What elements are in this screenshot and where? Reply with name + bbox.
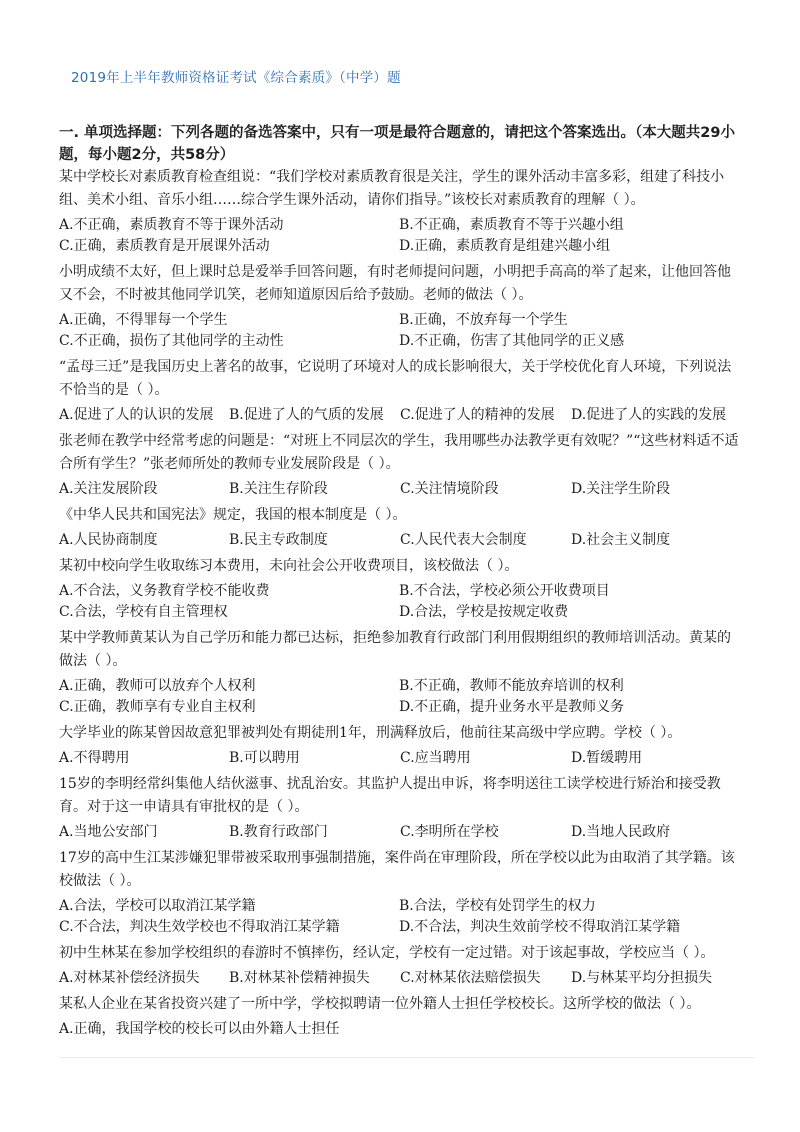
question-item (0, 993, 800, 1040)
option-group (59, 822, 749, 843)
question-item (0, 942, 800, 989)
option-d[interactable]: D.与林某平均分担损失 (571, 970, 713, 986)
option-a[interactable]: A.正确，教师可以放弃个人权利 (59, 678, 256, 694)
question-stem (0, 356, 740, 402)
option-group (59, 748, 749, 769)
option-c[interactable]: C.不合法，判决生效学校也不得取消江某学籍 (59, 919, 340, 935)
option-c[interactable]: C.正确，教师享有专业自主权利 (59, 699, 256, 715)
document-title: 2019年上半年教师资格证考试《综合素质》（中学）题 (71, 70, 401, 86)
question-stem (0, 504, 740, 527)
option-a[interactable]: A.不正确，素质教育不等于课外活动 (59, 217, 284, 233)
option-group (59, 581, 749, 623)
option-group (59, 1019, 749, 1040)
page-divider (59, 1057, 755, 1058)
option-c[interactable]: C.不正确，损伤了其他同学的主动性 (59, 333, 284, 349)
question-stem (0, 166, 740, 212)
question-item (0, 356, 800, 426)
question-text: 15岁的李明经常纠集他人结伙滋事、扰乱治安。其监护人提出申诉，将李明送往工读学校进行矫治和接受教育。对于这一申请具有审批权的是（ ）。 (59, 776, 721, 815)
option-d[interactable]: D.关注学生阶段 (571, 481, 671, 497)
option-group (59, 405, 749, 426)
question-text: “孟母三迁”是我国历史上著名的故事，它说明了环境对人的成长影响很大，关于学校优化育人环境，下列说法不恰当的是（ ）。 (59, 359, 732, 398)
option-c[interactable]: C.正确，素质教育是开展课外活动 (59, 238, 270, 254)
option-group (59, 310, 749, 352)
option-a[interactable]: A.不合法，义务教育学校不能收费 (59, 583, 270, 599)
option-d[interactable]: D.不合法，判决生效前学校不得取消江某学籍 (399, 919, 681, 935)
option-a[interactable]: A.当地公安部门 (59, 824, 158, 840)
option-c[interactable]: C.对林某依法赔偿损失 (400, 970, 541, 986)
option-c[interactable]: C.促进了人的精神的发展 (400, 407, 555, 423)
option-group (59, 676, 749, 718)
option-a[interactable]: A.正确，不得罪每一个学生 (59, 312, 228, 328)
option-group (59, 215, 749, 257)
question-stem (0, 722, 740, 745)
question-text: 小明成绩不太好，但上课时总是爱举手回答问题，有时老师提问问题，小明把手高高的举了起来，让他回答他又不会，不时被其他同学讥笑，老师知道原因后给予鼓励。老师的做法（ ）。 (59, 264, 731, 303)
section-heading: 一. 单项选择题：下列各题的备选答案中，只有一项是最符合题意的，请把这个答案选出。（本大题共29小题，每小题2分，共58分） (59, 125, 735, 163)
option-group (59, 530, 749, 551)
question-stem (0, 627, 740, 673)
question-stem (0, 555, 740, 578)
question-text: 某中学校长对素质教育检查组说：“我们学校对素质教育很是关注，学生的课外活动丰富多彩，组建了科技小组、美术小组、音乐小组……综合学生课外活动，请你们指导。”该校长对素质教育的理解（ ）。 (59, 169, 725, 208)
question-item (0, 722, 800, 769)
question-text: 大学毕业的陈某曾因故意犯罪被判处有期徒刑1年，刑满释放后，他前往某高级中学应聘。学校（ ）。 (59, 725, 682, 741)
question-stem (0, 993, 740, 1016)
option-a[interactable]: A.促进了人的认识的发展 (59, 407, 214, 423)
question-item (0, 504, 800, 551)
option-group (59, 896, 749, 938)
option-b[interactable]: B.教育行政部门 (229, 824, 328, 840)
question-stem (0, 773, 740, 819)
question-text: 17岁的高中生江某涉嫌犯罪带被采取刑事强制措施，案件尚在审理阶段，所在学校以此为由取消了其学籍。该校做法（ ）。 (59, 850, 735, 889)
option-c[interactable]: C.李明所在学校 (400, 824, 499, 840)
question-item (0, 847, 800, 938)
question-stem (0, 430, 740, 476)
option-b[interactable]: B.可以聘用 (229, 750, 300, 766)
option-a[interactable]: A.合法，学校可以取消江某学籍 (59, 898, 256, 914)
question-text: 某中学教师黄某认为自己学历和能力都已达标，拒绝参加教育行政部门利用假期组织的教师培训活动。黄某的做法（ ）。 (59, 630, 731, 669)
question-stem (0, 847, 740, 893)
question-item (0, 430, 800, 500)
question-text: 初中生林某在参加学校组织的春游时不慎摔伤，经认定，学校有一定过错。对于该起事故，学校应当（ ）。 (59, 945, 715, 961)
question-text: 某私人企业在某省投资兴建了一所中学，学校拟聘请一位外籍人士担任学校校长。这所学校的做法（ ）。 (59, 996, 701, 1012)
option-d[interactable]: D.正确，素质教育是组建兴趣小组 (399, 238, 611, 254)
option-c[interactable]: C.人民代表大会制度 (400, 532, 527, 548)
question-text: 《中华人民共和国宪法》规定，我国的根本制度是（ ）。 (59, 507, 407, 523)
option-d[interactable]: D.合法，学校是按规定收费 (399, 604, 569, 620)
question-list (0, 166, 800, 1044)
option-b[interactable]: B.不正确，教师不能放弃培训的权利 (399, 678, 624, 694)
question-item (0, 555, 800, 623)
option-b[interactable]: B.不合法，学校必须公开收费项目 (399, 583, 610, 599)
option-group (59, 968, 749, 989)
question-stem (0, 261, 740, 307)
option-d[interactable]: D.暂缓聘用 (571, 750, 643, 766)
option-d[interactable]: D.促进了人的实践的发展 (571, 407, 727, 423)
question-item (0, 773, 800, 843)
option-b[interactable]: B.不正确，素质教育不等于兴趣小组 (399, 217, 624, 233)
option-a[interactable]: A.关注发展阶段 (59, 481, 158, 497)
option-d[interactable]: D.不正确，提升业务水平是教师义务 (399, 699, 625, 715)
question-text: 张老师在教学中经常考虑的问题是：“对班上不同层次的学生，我用哪些办法教学更有效呢？”“这些材料适不适合所有学生？”张老师所处的教师专业发展阶段是（ ）。 (59, 433, 739, 472)
option-b[interactable]: B.关注生存阶段 (229, 481, 328, 497)
question-item (0, 627, 800, 718)
option-b[interactable]: B.促进了人的气质的发展 (229, 407, 384, 423)
question-item (0, 261, 800, 352)
option-d[interactable]: D.社会主义制度 (571, 532, 671, 548)
question-item (0, 166, 800, 257)
option-b[interactable]: B.对林某补偿精神损失 (229, 970, 370, 986)
option-d[interactable]: D.当地人民政府 (571, 824, 671, 840)
option-a[interactable]: A.人民协商制度 (59, 532, 158, 548)
option-b[interactable]: B.正确，不放弃每一个学生 (399, 312, 568, 328)
question-text: 某初中校向学生收取练习本费用，未向社会公开收费项目，该校做法（ ）。 (59, 558, 519, 574)
option-c[interactable]: C.应当聘用 (400, 750, 471, 766)
option-c[interactable]: C.合法，学校有自主管理权 (59, 604, 228, 620)
option-d[interactable]: D.不正确，伤害了其他同学的正义感 (399, 333, 625, 349)
option-b[interactable]: B.合法，学校有处罚学生的权力 (399, 898, 596, 914)
option-b[interactable]: B.民主专政制度 (229, 532, 328, 548)
question-stem (0, 942, 740, 965)
option-group (59, 479, 749, 500)
option-a[interactable]: A.正确，我国学校的校长可以由外籍人士担任 (59, 1021, 340, 1037)
option-c[interactable]: C.关注情境阶段 (400, 481, 499, 497)
option-a[interactable]: A.对林某补偿经济损失 (59, 970, 200, 986)
option-a[interactable]: A.不得聘用 (59, 750, 130, 766)
